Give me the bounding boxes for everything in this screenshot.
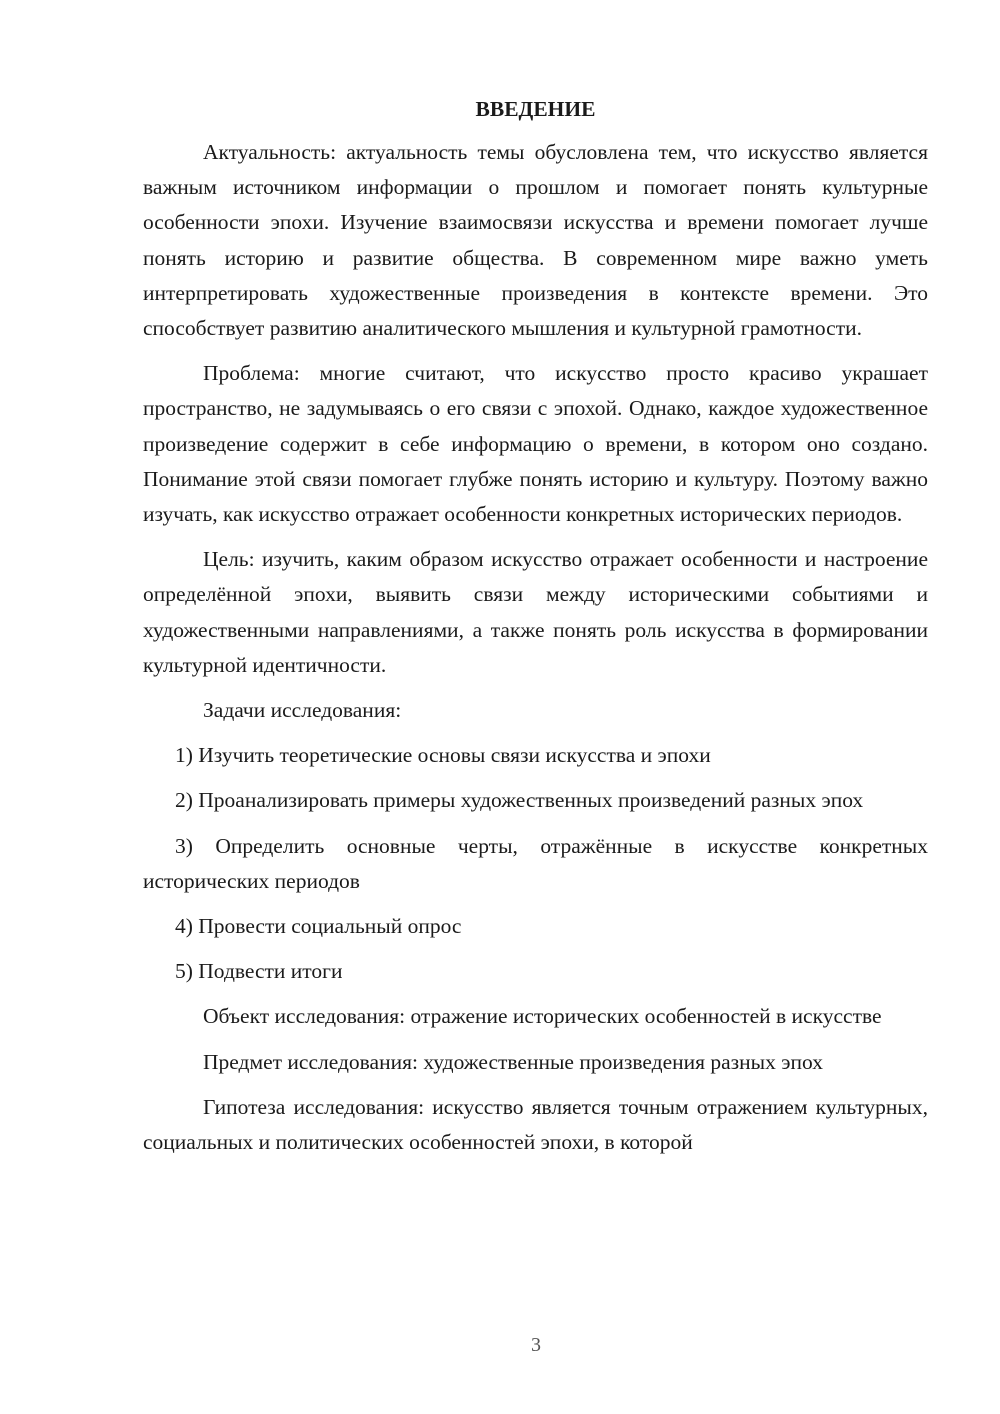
- tasks-heading: Задачи исследования:: [203, 698, 402, 723]
- task-item-4: 4) Провести социальный опрос: [175, 914, 462, 939]
- paragraph-subject: Предмет исследования: художественные произведения разных эпох: [203, 1049, 823, 1074]
- task-item-1: 1) Изучить теоретические основы связи искусства и эпохи: [175, 743, 711, 768]
- paragraph-relevance: Актуальность: актуальность темы обусловлена тем, что искусство является важным источником информации о прошлом и помогает понять культурные особенности эпохи. Изучение взаимосвязи искусства и времени помогает лучше понять историю и развитие общества. В современном мире важно уметь интерпретировать художественные произведения в контексте времени. Это способствует развитию аналитического мышления и культурной грамотности.: [143, 140, 928, 341]
- task-item-3: 3) Определить основные черты, отражённые в искусстве конкретных исторических периодов: [143, 833, 928, 893]
- document-page: [143, 90, 928, 1170]
- section-title: ВВЕДЕНИЕ: [475, 97, 596, 121]
- page-number-text: 3: [531, 1334, 541, 1356]
- task-item-2: 2) Проанализировать примеры художественных произведений разных эпох: [175, 788, 864, 813]
- paragraph-problem: Проблема: многие считают, что искусство просто красиво украшает пространство, не задумываясь о его связи с эпохой. Однако, каждое художественное произведение содержит в себе информацию о времени, в котором оно создано. Понимание этой связи помогает глубже понять историю и культуру. Поэтому важно изучать, как искусство отражает особенности конкретных исторических периодов.: [143, 361, 928, 527]
- paragraph-goal: Цель: изучить, каким образом искусство отражает особенности и настроение определённой эпохи, выявить связи между историческими событиями и художественными направлениями, а также понять роль искусства в формировании культурной идентичности.: [143, 547, 928, 677]
- paragraph-hypothesis: Гипотеза исследования: искусство является точным отражением культурных, социальных и политических особенностей эпохи, в которой: [143, 1094, 928, 1155]
- task-item-5: 5) Подвести итоги: [175, 959, 343, 984]
- paragraph-object: Объект исследования: отражение исторических особенностей в искусстве: [203, 1004, 882, 1029]
- page-number: [0, 1334, 1000, 1357]
